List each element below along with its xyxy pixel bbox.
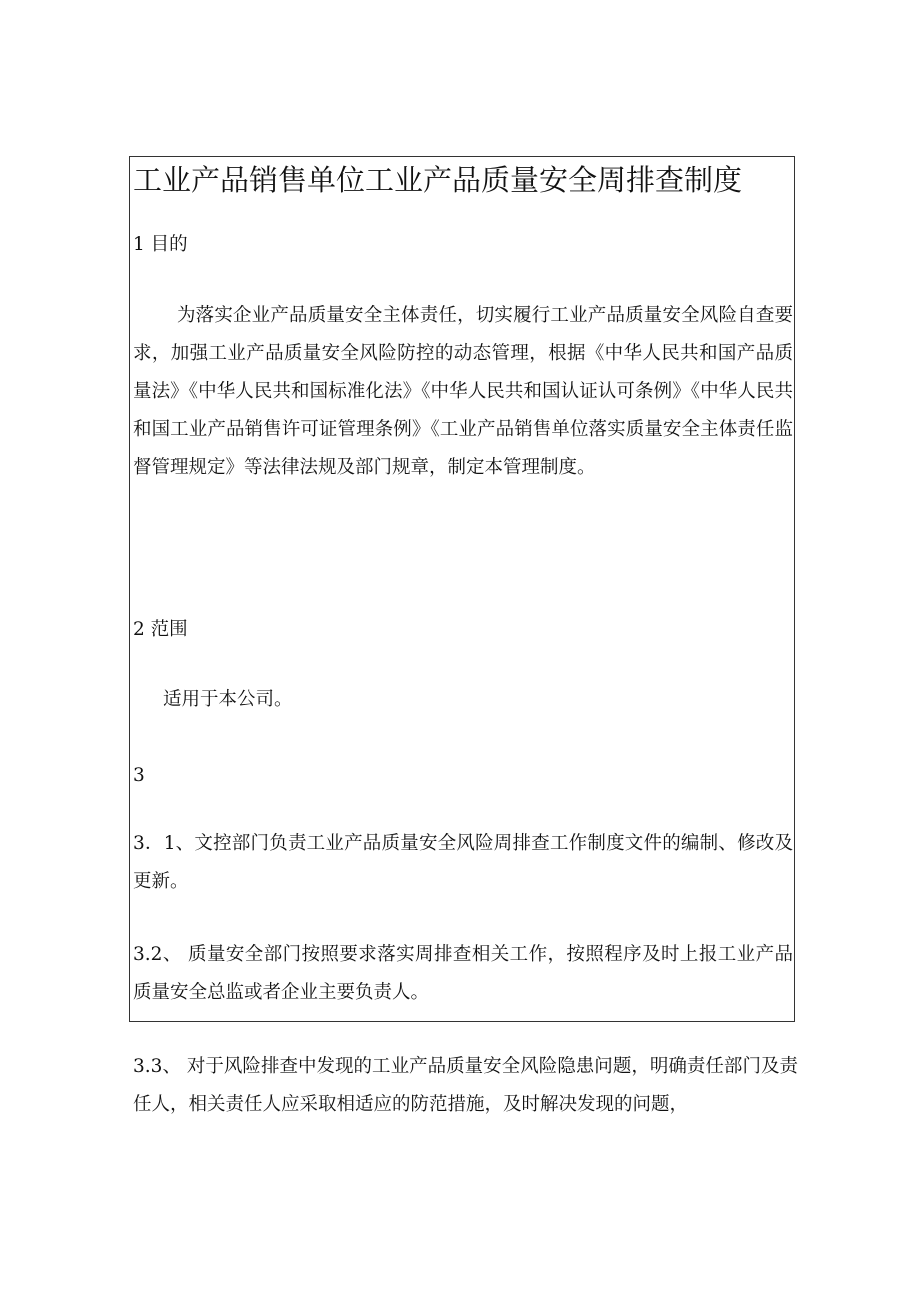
section-3-item-2: 3.2、 质量安全部门按照要求落实周排查相关工作，按照程序及时上报工业产品质量安全总监或者企业主要负责人。 [133,944,793,1003]
section-3-item-1: 3．1、文控部门负责工业产品质量安全风险周排查工作制度文件的编制、修改及更新。 [133,833,793,892]
section-1-body: 为落实企业产品质量安全主体责任，切实履行工业产品质量安全风险自查要求，加强工业产品质量安全风险防控的动态管理，根据《中华人民共和国产品质量法》《中华人民共和国标准化法》《中华人民共和国认证认可条例》《中华人民共和国工业产品销售许可证管理条例》《工业产品销售单位落实质量安全主体责任监督管理规定》等法律法规及部门规章，制定本管理制度。 [133,305,793,478]
section-3-item-3: 3.3、 对于风险排查中发现的工业产品质量安全风险隐患问题，明确责任部门及责任人，相关责任人应采取相适应的防范措施，及时解决发现的问题， [133,1056,798,1115]
section-2-heading: 2 范围 [133,619,188,640]
section-2-body: 适用于本公司。 [163,689,293,710]
document-title: 工业产品销售单位工业产品质量安全周排查制度 [133,163,743,197]
section-3-heading: 3 [133,765,145,786]
section-1-heading: 1 目的 [133,234,188,255]
